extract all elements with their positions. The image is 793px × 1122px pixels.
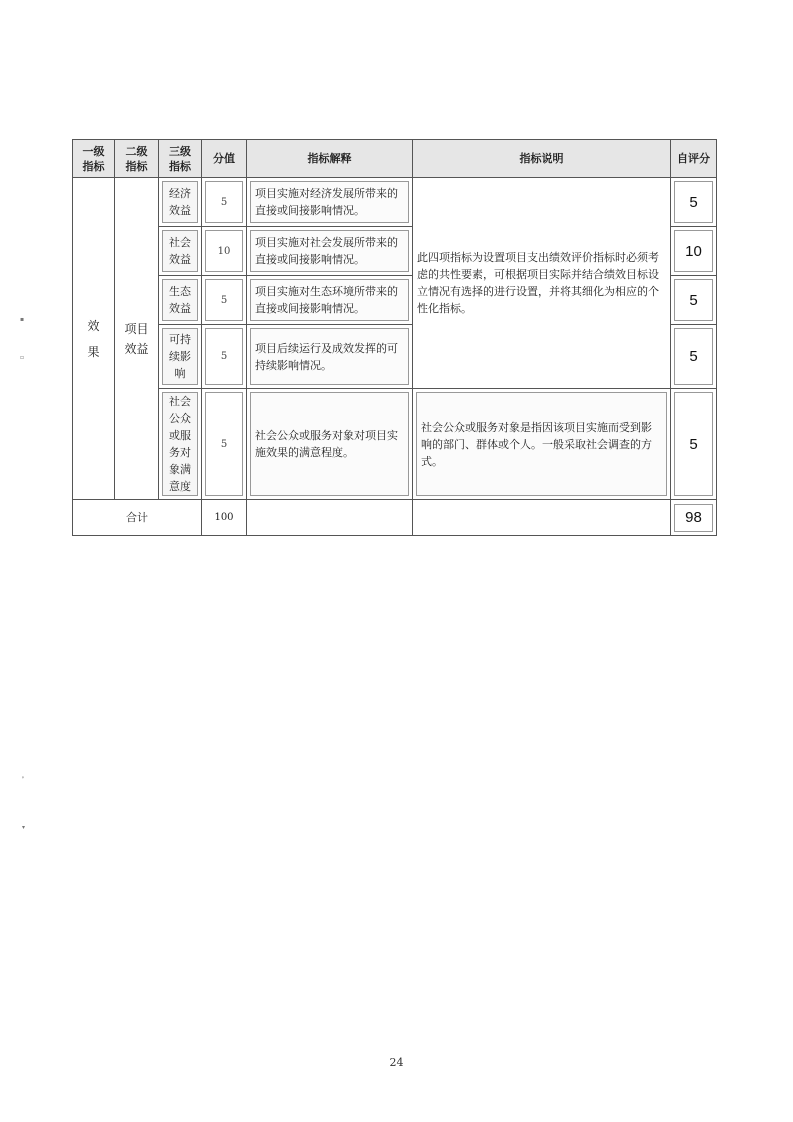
header-level1: 一级 指标 bbox=[73, 140, 115, 178]
total-label: 合计 bbox=[73, 500, 202, 536]
level3-cell: 经济 效益 bbox=[159, 178, 202, 227]
level1-label: 效 果 bbox=[87, 318, 100, 359]
score-cell: 5 bbox=[202, 178, 247, 227]
note-last-cell: 社会公众或服务对象是指因该项目实施而受到影响的部门、群体或个人。一般采取社会调查的方式。 bbox=[413, 389, 671, 500]
level3-cell: 可持 续影 响 bbox=[159, 325, 202, 389]
self-score-cell: 5 bbox=[671, 389, 717, 500]
self-score-cell: 5 bbox=[671, 276, 717, 325]
total-explain-empty bbox=[247, 500, 413, 536]
total-note-empty bbox=[413, 500, 671, 536]
margin-mark: ▾ bbox=[22, 824, 26, 831]
self-score-cell: 5 bbox=[671, 325, 717, 389]
self-score-cell: 5 bbox=[671, 178, 717, 227]
level3-cell: 社会 公众 或服 务对 象满 意度 bbox=[159, 389, 202, 500]
header-note: 指标说明 bbox=[413, 140, 671, 178]
header-level2: 二级 指标 bbox=[115, 140, 159, 178]
margin-mark: ❜ bbox=[22, 776, 24, 783]
note-group-text: 此四项指标为设置项目支出绩效评价指标时必须考虑的共性要素，可根据项目实际并结合绩效目标设立情况有选择的进行设置，并将其细化为相应的个性化指标。 bbox=[417, 251, 659, 315]
header-explain: 指标解释 bbox=[247, 140, 413, 178]
header-level3: 三级 指标 bbox=[159, 140, 202, 178]
total-row bbox=[73, 500, 717, 536]
score-cell: 10 bbox=[202, 227, 247, 276]
level1-cell bbox=[73, 178, 115, 500]
evaluation-table bbox=[72, 139, 717, 536]
total-self-score-cell: 98 bbox=[671, 500, 717, 536]
explain-cell: 项目后续运行及成效发挥的可持续影响情况。 bbox=[247, 325, 413, 389]
level2-cell bbox=[115, 178, 159, 500]
note-group-cell bbox=[413, 178, 671, 389]
explain-cell: 项目实施对社会发展所带来的直接或间接影响情况。 bbox=[247, 227, 413, 276]
header-row bbox=[73, 140, 717, 178]
level3-cell: 生态 效益 bbox=[159, 276, 202, 325]
page-number: 24 bbox=[389, 1056, 404, 1069]
level3-cell: 社会 效益 bbox=[159, 227, 202, 276]
margin-mark: ▫ bbox=[20, 354, 25, 361]
level2-label: 项目 效益 bbox=[124, 321, 149, 356]
table-row bbox=[73, 178, 717, 227]
explain-cell: 社会公众或服务对象对项目实施效果的满意程度。 bbox=[247, 389, 413, 500]
margin-mark: ▪ bbox=[20, 316, 25, 323]
self-score-cell: 10 bbox=[671, 227, 717, 276]
explain-cell: 项目实施对生态环境所带来的直接或间接影响情况。 bbox=[247, 276, 413, 325]
header-score: 分值 bbox=[202, 140, 247, 178]
total-score: 100 bbox=[202, 500, 247, 536]
score-cell: 5 bbox=[202, 276, 247, 325]
score-cell: 5 bbox=[202, 389, 247, 500]
table-row bbox=[73, 389, 717, 500]
explain-cell: 项目实施对经济发展所带来的直接或间接影响情况。 bbox=[247, 178, 413, 227]
header-self-score: 自评分 bbox=[671, 140, 717, 178]
score-cell: 5 bbox=[202, 325, 247, 389]
